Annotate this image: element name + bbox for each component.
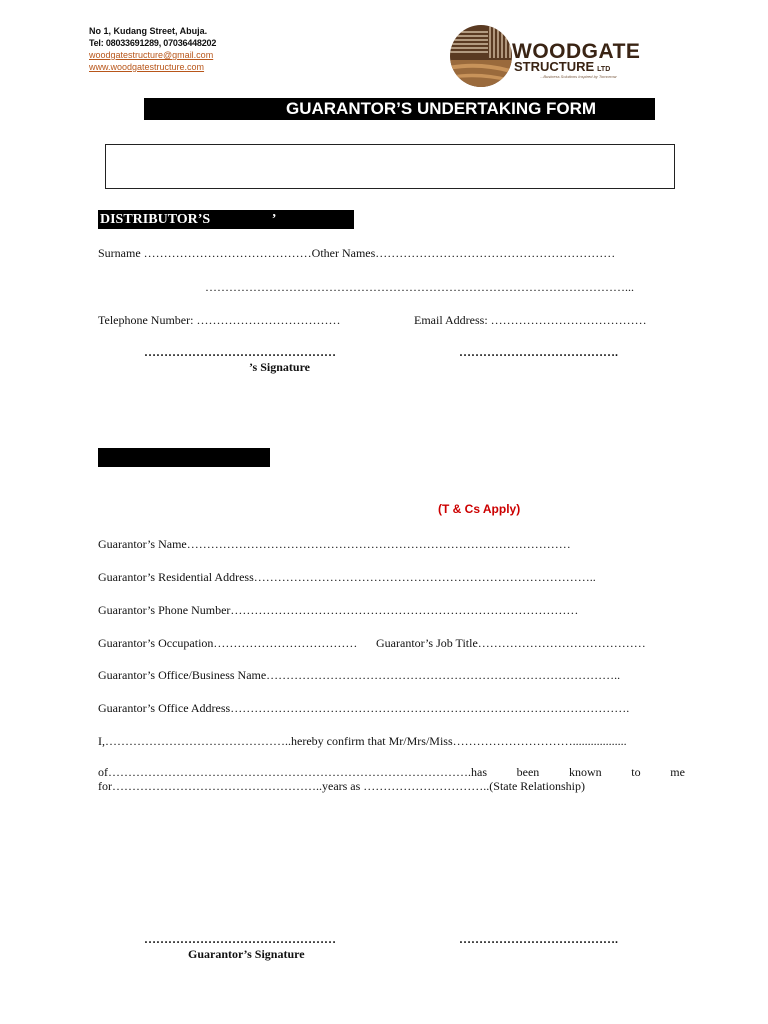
company-telephone: Tel: 08033691289, 07036448202 xyxy=(89,38,217,48)
distributor-signature-label: ’s Signature xyxy=(249,360,311,374)
guarantor-name-field[interactable]: Guarantor’s Name…………………………………………………………………………………… xyxy=(98,537,571,551)
known-of-field: of……………………………………………………………………………….has xyxy=(98,765,487,779)
form-title: GUARANTOR’S UNDERTAKING FORM xyxy=(286,99,597,118)
guarantor-date-line[interactable]: …………………………………. xyxy=(459,932,618,946)
terms-apply-note: (T & Cs Apply) xyxy=(438,502,521,516)
guarantor-business-name-field[interactable]: Guarantor’s Office/Business Name…………………………………………………………………………….. xyxy=(98,668,621,682)
info-box xyxy=(105,144,675,189)
known-word: known xyxy=(568,765,602,779)
distributor-heading-mark: ’ xyxy=(271,212,277,227)
email-field[interactable]: Email Address: ………………………………… xyxy=(414,313,647,327)
company-email-link[interactable]: woodgatestructure@gmail.com xyxy=(89,50,214,60)
guarantor-address-field[interactable]: Guarantor’s Residential Address………………………………………………………………………….. xyxy=(98,570,596,584)
distributor-section-heading xyxy=(98,210,354,229)
telephone-field[interactable]: Telephone Number: ……………………………… xyxy=(98,313,341,327)
guarantor-signature-line[interactable]: ………………………………………… xyxy=(144,932,336,946)
company-website-link[interactable]: www.woodgatestructure.com xyxy=(89,62,205,72)
distributor-date-line[interactable]: …………………………………. xyxy=(459,345,618,359)
logo-wordmark-structure: STRUCTURE LTD xyxy=(514,59,611,74)
guarantor-signature-label: Guarantor’s Signature xyxy=(188,947,305,961)
logo-tagline: ...Business Solutions Inspired by Tomorrow xyxy=(540,74,617,79)
known-word: been xyxy=(516,765,540,779)
guarantor-office-address-field[interactable]: Guarantor’s Office Address………………………………………………………………………………………. xyxy=(98,701,630,715)
years-relationship-field[interactable]: for……………………………………………..years as …………………………..(State Relationship) xyxy=(98,779,585,793)
known-word: to xyxy=(631,765,641,779)
distributor-signature-line[interactable]: ………………………………………… xyxy=(144,345,336,359)
guarantor-phone-field[interactable]: Guarantor’s Phone Number…………………………………………………………………………… xyxy=(98,603,579,617)
surname-other-names-field[interactable]: Surname ……………………………………Other Names…………………………………………………… xyxy=(98,246,616,260)
guarantor-section-heading xyxy=(98,448,270,467)
blank-line-field[interactable]: ……………………………………………………………………………………………... xyxy=(205,280,634,294)
contact-block xyxy=(89,25,216,73)
distributor-heading-text: DISTRIBUTOR’S xyxy=(100,212,211,227)
company-address: No 1, Kudang Street, Abuja. xyxy=(89,26,208,36)
known-word: me xyxy=(670,765,685,779)
guarantor-job-title-field[interactable]: Guarantor’s Job Title…………………………………… xyxy=(376,636,646,650)
confirmation-statement-field[interactable]: I,………………………………………..hereby confirm that Mr/Mrs/Miss………………………….................. xyxy=(98,734,627,748)
logo-wordmark: WOODGATE xyxy=(512,40,641,63)
known-of-line[interactable] xyxy=(98,765,685,779)
guarantor-occupation-field[interactable]: Guarantor’s Occupation……………………………… xyxy=(98,636,358,650)
